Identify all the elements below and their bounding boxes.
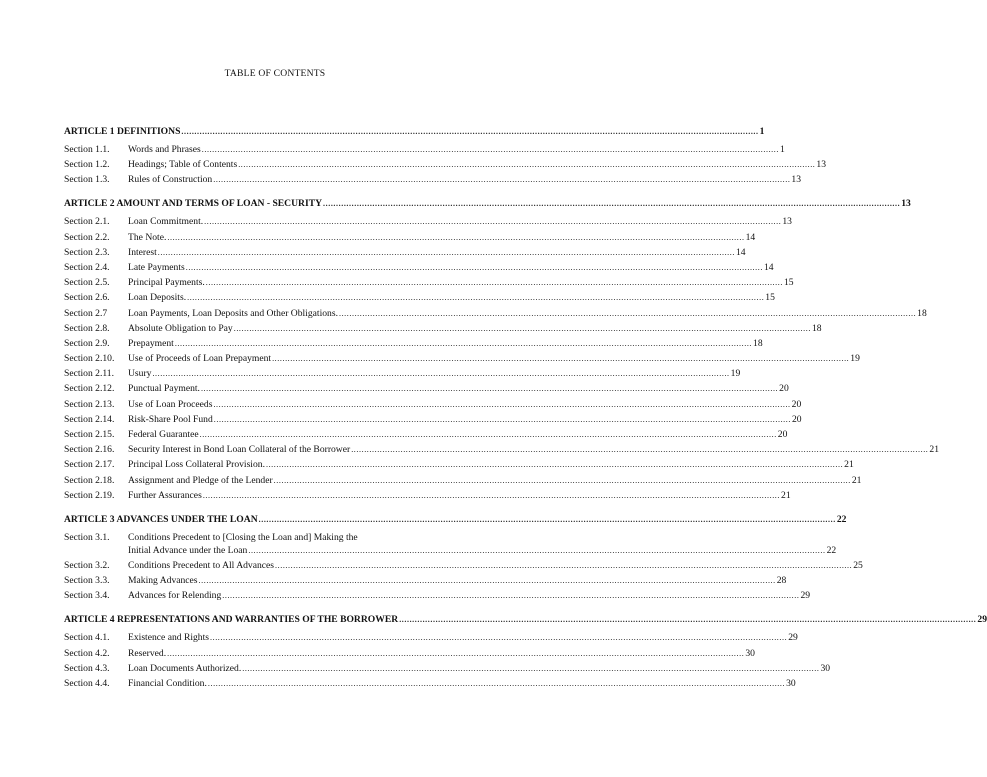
dot-leader: [175, 337, 752, 350]
section-page-number: 14: [735, 246, 746, 258]
section-page-number: 22: [826, 544, 837, 556]
toc-entry[interactable]: [64, 158, 826, 171]
section-page-number: 18: [753, 337, 763, 349]
section-page-number: 25: [853, 559, 863, 571]
section-page-number: 20: [791, 413, 802, 425]
section-page-number: 19: [850, 353, 860, 365]
section-line: [128, 428, 787, 441]
article-title: ARTICLE 4 REPRESENTATIONS AND WARRANTIES OF THE BORROWER: [64, 614, 399, 626]
section-page-number: 21: [929, 444, 939, 456]
dot-leader: [214, 413, 791, 426]
toc-entry[interactable]: [64, 398, 802, 411]
section-page-number: 29: [788, 632, 798, 644]
dot-leader: [238, 158, 815, 171]
section-number: Section 2.4.: [64, 261, 110, 273]
section-title: Punctual Payment.: [128, 383, 200, 395]
dot-leader: [339, 307, 916, 320]
section-page-number: 14: [763, 261, 774, 273]
toc-entry[interactable]: [64, 231, 756, 244]
section-body: [128, 413, 802, 426]
section-body: [128, 531, 836, 557]
section-number: Section 1.3.: [64, 174, 110, 186]
toc-entry[interactable]: [64, 367, 741, 380]
dot-leader: [204, 215, 781, 228]
section-page-number: 13: [816, 159, 826, 171]
dot-leader: [187, 291, 764, 304]
section-line: [128, 474, 861, 487]
section-page-number: 13: [791, 174, 802, 186]
dot-leader: [272, 352, 849, 365]
section-title: Loan Payments, Loan Deposits and Other Obligations.: [128, 307, 338, 319]
section-line: [128, 647, 755, 660]
section-line: [128, 662, 830, 675]
dot-leader: [266, 458, 843, 471]
section-title: Interest: [128, 246, 157, 258]
toc-entry[interactable]: [64, 489, 791, 502]
section-page-number: 20: [779, 383, 789, 395]
section-line: [128, 231, 755, 244]
section-line: [128, 367, 740, 380]
section-number: Section 2.10.: [64, 353, 115, 365]
section-page-number: 20: [777, 429, 788, 440]
section-body: [128, 307, 927, 320]
section-line: [128, 677, 796, 690]
section-title: Principal Payments.: [128, 277, 205, 289]
section-number: Section 2.14.: [64, 413, 115, 425]
section-body: [128, 662, 830, 675]
section-line: [128, 631, 798, 644]
section-number: Section 2.11.: [64, 368, 115, 380]
toc-entry[interactable]: [64, 677, 796, 690]
section-body: [128, 428, 787, 441]
section-line: [128, 291, 775, 304]
section-body: [128, 443, 939, 456]
section-line: [128, 443, 939, 456]
section-body: [128, 382, 789, 395]
section-number: Section 3.1.: [64, 531, 110, 543]
section-title: Words and Phrases: [128, 144, 201, 155]
toc-entry[interactable]: [64, 458, 854, 471]
toc-entry[interactable]: [64, 662, 831, 675]
section-body: [128, 458, 854, 471]
section-title: Further Assurances: [128, 489, 202, 501]
section-title: Use of Proceeds of Loan Prepayment: [128, 353, 272, 365]
section-page-number: 15: [783, 277, 794, 289]
toc-entry[interactable]: [64, 291, 775, 304]
toc-entry[interactable]: [64, 428, 788, 441]
section-title: Financial Condition.: [128, 677, 207, 689]
section-line: [128, 143, 785, 156]
section-page-number: 30: [786, 677, 796, 689]
section-line: [128, 531, 836, 544]
section-title: Advances for Relending: [128, 590, 222, 602]
section-title: Conditions Precedent to [Closing the Loan and] Making the: [128, 531, 358, 543]
page-title: TABLE OF CONTENTS: [224, 68, 326, 79]
section-title: Late Payments: [128, 261, 185, 273]
section-number: Section 4.3.: [64, 662, 110, 674]
section-title: Use of Loan Proceeds: [128, 398, 213, 410]
article-heading[interactable]: [64, 614, 987, 627]
article-page-number: 1: [759, 126, 765, 137]
section-number: Section 2.12.: [64, 383, 115, 395]
section-title: Loan Deposits.: [128, 292, 187, 304]
section-body: [128, 474, 861, 487]
section-title: Headings; Table of Contents: [128, 159, 238, 171]
section-body: [128, 231, 755, 244]
toc-entry[interactable]: [64, 647, 755, 660]
dot-leader: [351, 443, 928, 456]
section-page-number: 28: [776, 575, 787, 587]
section-body: [128, 559, 863, 572]
section-body: [128, 398, 801, 411]
section-page-number: 30: [820, 662, 831, 674]
toc-entry[interactable]: [64, 215, 792, 228]
section-title: Federal Guarantee: [128, 429, 199, 440]
dot-leader: [186, 261, 763, 274]
article-heading[interactable]: [64, 126, 765, 139]
section-body: [128, 322, 822, 335]
article-title: ARTICLE 3 ADVANCES UNDER THE LOAN: [64, 513, 258, 525]
dot-leader: [399, 615, 976, 624]
section-number: Section 2.19.: [64, 489, 115, 501]
article-title: ARTICLE 2 AMOUNT AND TERMS OF LOAN - SECURITY: [64, 198, 323, 210]
section-line: [128, 458, 854, 471]
section-number: Section 2.17.: [64, 459, 115, 471]
toc-entry[interactable]: [64, 631, 798, 644]
dot-leader: [199, 574, 776, 587]
section-number: Section 3.2.: [64, 559, 110, 571]
section-line: [128, 337, 763, 350]
section-line: [128, 173, 801, 186]
section-body: [128, 246, 746, 259]
table-of-contents: [64, 126, 987, 692]
section-number: Section 2.7: [64, 307, 108, 319]
section-title: Reserved.: [128, 647, 167, 659]
section-title: Conditions Precedent to All Advances: [128, 559, 275, 571]
section-line: [128, 589, 810, 602]
dot-leader: [213, 398, 790, 411]
section-body: [128, 352, 860, 365]
article-heading[interactable]: [64, 513, 847, 527]
section-body: [128, 677, 796, 690]
section-number: Section 2.8.: [64, 322, 110, 334]
section-line: [128, 544, 836, 557]
section-body: [128, 367, 740, 380]
section-number: Section 2.1.: [64, 216, 110, 228]
section-title: Risk-Share Pool Fund: [128, 413, 213, 425]
section-line: [128, 489, 791, 502]
section-line: [128, 276, 794, 289]
dot-leader: [259, 515, 836, 524]
section-body: [128, 337, 763, 350]
dot-leader: [323, 199, 900, 208]
section-title: Absolute Obligation to Pay: [128, 322, 233, 334]
toc-entry[interactable]: [64, 143, 785, 156]
section-title: Loan Documents Authorized.: [128, 662, 242, 674]
section-number: Section 2.2.: [64, 231, 110, 243]
section-body: [128, 143, 785, 156]
section-body: [128, 173, 801, 186]
dot-leader: [248, 544, 825, 557]
section-body: [128, 291, 775, 304]
section-number: Section 2.18.: [64, 474, 115, 486]
toc-entry[interactable]: [64, 559, 863, 572]
section-line: [128, 215, 792, 228]
section-number: Section 4.2.: [64, 647, 110, 659]
section-body: [128, 261, 774, 274]
section-number: Section 4.1.: [64, 632, 110, 644]
section-line: [128, 246, 746, 259]
section-page-number: 1: [779, 144, 785, 155]
article-page-number: 22: [836, 513, 847, 525]
article-heading[interactable]: [64, 198, 911, 211]
section-title: Rules of Construction: [128, 174, 213, 186]
section-line: [128, 307, 927, 320]
section-number: Section 2.16.: [64, 444, 115, 456]
toc-entry[interactable]: [64, 474, 862, 487]
section-number: Section 3.3.: [64, 575, 110, 587]
toc-entry[interactable]: [64, 413, 802, 426]
dot-leader: [201, 382, 778, 395]
article-title: ARTICLE 1 DEFINITIONS: [64, 126, 181, 137]
section-line: [128, 261, 774, 274]
dot-leader: [208, 677, 785, 690]
dot-leader: [202, 143, 779, 156]
section-page-number: 21: [844, 459, 854, 471]
toc-entry[interactable]: [64, 322, 822, 335]
section-body: [128, 589, 810, 602]
section-line: [128, 382, 789, 395]
article-page-number: 29: [977, 614, 987, 626]
section-page-number: 29: [800, 590, 811, 602]
toc-entry[interactable]: [64, 276, 794, 289]
article-page-number: 13: [901, 198, 911, 210]
section-line: [128, 158, 826, 171]
section-line: [128, 322, 822, 335]
dot-leader: [158, 246, 735, 259]
toc-entry[interactable]: [64, 307, 927, 320]
dot-leader: [242, 662, 819, 675]
section-page-number: 30: [745, 647, 755, 659]
dot-leader: [206, 276, 783, 289]
section-number: Section 2.3.: [64, 246, 110, 258]
section-title: Existence and Rights: [128, 632, 209, 644]
section-number: Section 2.6.: [64, 292, 110, 304]
toc-entry[interactable]: [64, 531, 837, 557]
section-title: Assignment and Pledge of the Lender: [128, 474, 273, 486]
section-number: Section 2.5.: [64, 277, 110, 289]
dot-leader: [274, 474, 851, 487]
section-body: [128, 631, 798, 644]
dot-leader: [167, 647, 744, 660]
section-line: [128, 352, 860, 365]
dot-leader: [152, 367, 729, 380]
toc-entry[interactable]: [64, 246, 746, 259]
dot-leader: [210, 631, 787, 644]
section-line: [128, 559, 863, 572]
section-page-number: 18: [917, 307, 927, 319]
section-page-number: 13: [782, 216, 792, 228]
dot-leader: [275, 559, 852, 572]
dot-leader: [213, 173, 790, 186]
section-number: Section 2.9.: [64, 337, 110, 349]
section-title: Loan Commitment.: [128, 216, 204, 228]
section-line: [128, 413, 802, 426]
toc-entry[interactable]: [64, 352, 860, 365]
section-number: Section 2.15.: [64, 429, 115, 440]
section-page-number: 20: [791, 398, 802, 410]
toc-entry[interactable]: [64, 382, 789, 395]
section-title: Prepayment: [128, 337, 174, 349]
section-page-number: 14: [745, 231, 756, 243]
section-body: [128, 574, 786, 587]
section-page-number: 21: [851, 474, 862, 486]
section-number: Section 1.2.: [64, 159, 110, 171]
section-number: Section 4.4.: [64, 677, 110, 689]
dot-leader: [234, 322, 811, 335]
section-title: Making Advances: [128, 575, 198, 587]
section-page-number: 18: [811, 322, 822, 334]
section-line: [128, 398, 801, 411]
dot-leader: [200, 428, 777, 441]
toc-entry[interactable]: [64, 443, 939, 456]
dot-leader: [222, 589, 799, 602]
dot-leader: [181, 127, 758, 136]
section-number: Section 3.4.: [64, 590, 110, 602]
section-title: Usury: [128, 368, 152, 380]
toc-entry[interactable]: [64, 574, 787, 587]
section-title: Initial Advance under the Loan: [128, 544, 248, 556]
section-number: Section 1.1.: [64, 144, 110, 155]
toc-entry[interactable]: [64, 173, 802, 186]
section-body: [128, 276, 794, 289]
toc-entry[interactable]: [64, 337, 763, 350]
section-title: The Note.: [128, 231, 167, 243]
section-page-number: 19: [730, 368, 741, 380]
section-body: [128, 158, 826, 171]
section-number: Section 2.13.: [64, 398, 115, 410]
dot-leader: [167, 231, 744, 244]
section-line: [128, 574, 786, 587]
section-body: [128, 647, 755, 660]
toc-entry[interactable]: [64, 589, 811, 602]
section-title: Principal Loss Collateral Provision.: [128, 459, 265, 471]
section-page-number: 15: [765, 292, 775, 304]
toc-entry[interactable]: [64, 261, 774, 274]
dot-leader: [203, 489, 780, 502]
section-page-number: 21: [781, 489, 791, 501]
section-body: [128, 489, 791, 502]
section-body: [128, 215, 792, 228]
section-title: Security Interest in Bond Loan Collateral of the Borrower: [128, 444, 351, 456]
